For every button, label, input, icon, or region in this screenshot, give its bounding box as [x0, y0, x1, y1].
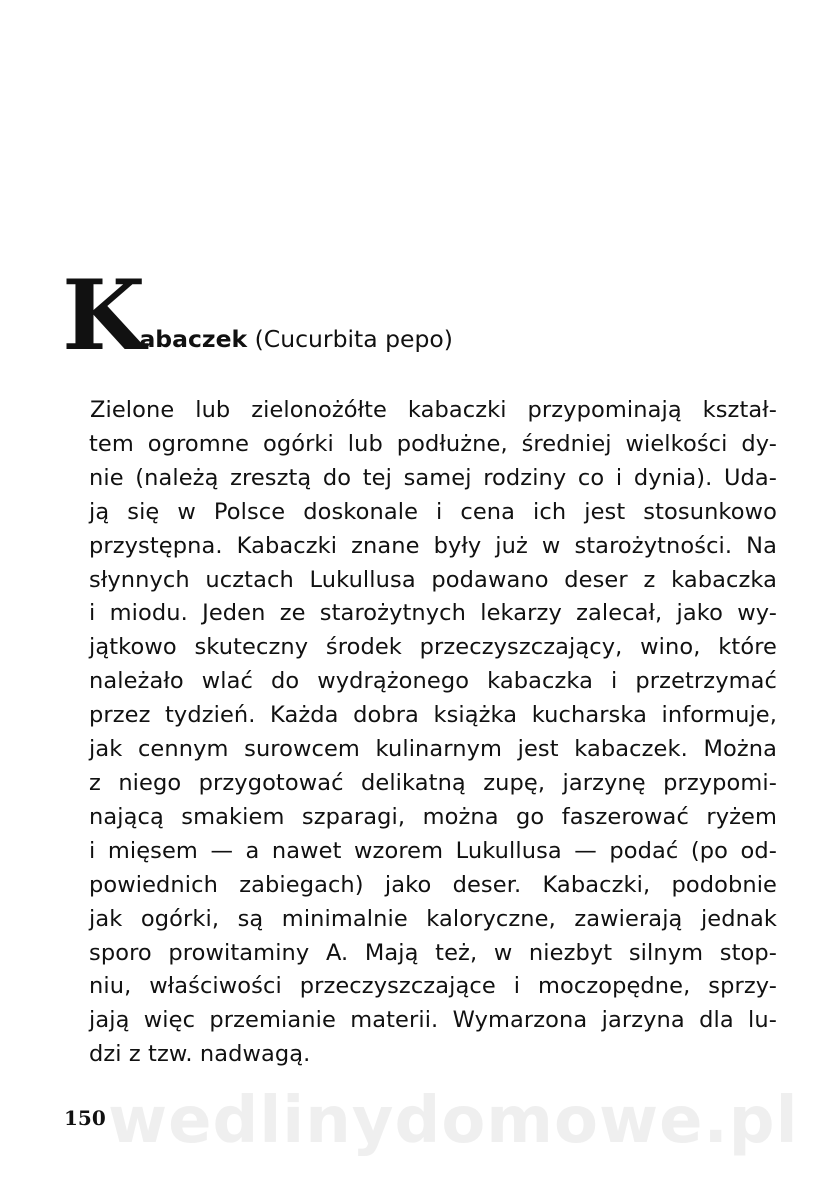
page-number: 150 [64, 1106, 106, 1130]
text-line: Zielone lub zielonożółte kabaczki przypominają kształ- [90, 397, 777, 423]
text-line: jątkowo skuteczny środek przeczyszczający, wino, które [89, 634, 777, 661]
text-line: jają więc przemianie materii. Wymarzona jarzyna dla lu- [89, 1007, 777, 1034]
text-line: powiednich zabiegach) jako deser. Kabaczki, podobnie [89, 871, 777, 898]
watermark: wedlinydomowe.pl [108, 1084, 799, 1158]
text-line: jak ogórki, są minimalnie kaloryczne, zawierają jednak [89, 905, 777, 932]
recipe-heading [62, 259, 453, 372]
drop-cap-letter: K [62, 259, 140, 372]
text-line: przystępna. Kabaczki znane były już w starożytności. Na [89, 532, 777, 559]
text-line: ją się w Polsce doskonale i cena ich jest stosunkowo [89, 498, 777, 525]
text-line: słynnych ucztach Lukullusa podawano deser z kabaczka [89, 566, 777, 593]
text-line: i mięsem — a nawet wzorem Lukullusa — podać (po od- [89, 837, 777, 864]
text-line: z niego przygotować delikatną zupę, jarzynę przypomi- [89, 769, 777, 796]
text-line: przez tydzień. Każda dobra książka kucharska informuje, [89, 702, 777, 729]
text-line: tem ogromne ogórki lub podłużne, średniej wielkości dy- [89, 430, 777, 457]
text-line: i miodu. Jeden ze starożytnych lekarzy zalecał, jako wy- [89, 600, 777, 627]
heading-text [139, 324, 453, 356]
text-line: jak cennym surowcem kulinarnym jest kabaczek. Można [89, 736, 777, 763]
text-line: należało wlać do wydrążonego kabaczka i przetrzymać [89, 668, 777, 695]
text-line: nie (należą zresztą do tej samej rodziny co i dynia). Uda- [89, 464, 777, 491]
text-line: nającą smakiem szparagi, można go faszerować ryżem [89, 803, 777, 830]
body-paragraph [89, 394, 777, 1072]
text-line: niu, właściwości przeczyszczające i moczopędne, sprzy- [89, 973, 777, 1000]
text-line: dzi z tzw. nadwagą. [89, 1041, 311, 1068]
heading-word-rest: abaczek [139, 325, 248, 353]
heading-latin-name: (Cucurbita pepo) [254, 325, 453, 353]
text-line: sporo prowitaminy A. Mają też, w niezbyt silnym stop- [89, 939, 777, 966]
